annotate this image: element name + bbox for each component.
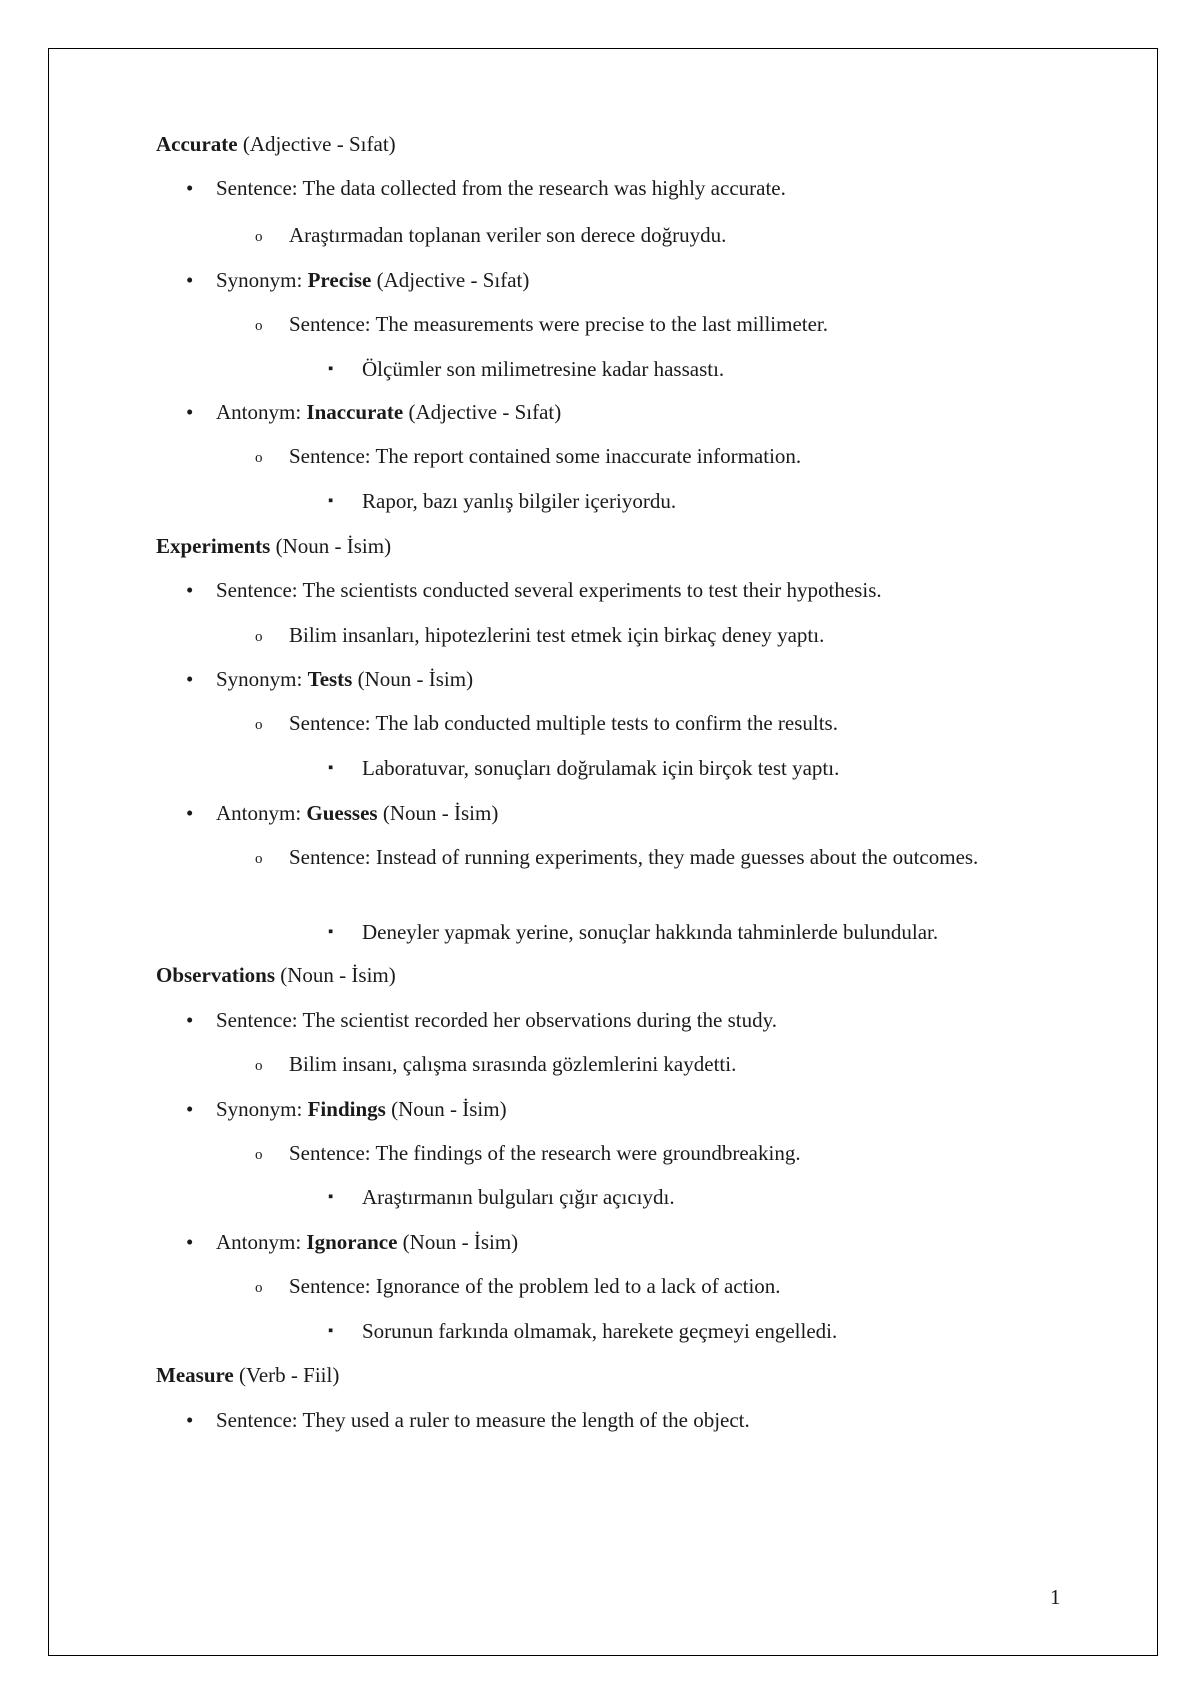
translation-text: Bilim insanı, çalışma sırasında gözlemlerini kaydetti. [289, 1052, 737, 1076]
square-bullet-icon: ▪ [328, 760, 334, 776]
square-bullet-icon: ▪ [328, 1189, 334, 1205]
antonym-translation-text: Deneyler yapmak yerine, sonuçlar hakkında tahminlerde bulundular. [362, 920, 939, 944]
antonym-word: Guesses [306, 801, 378, 825]
synonym-translation-item [328, 1182, 675, 1212]
antonym-item [186, 1227, 519, 1257]
term-pos: (Noun - İsim) [270, 534, 392, 558]
sentence-item [186, 1405, 750, 1435]
circle-bullet-icon: o [255, 1147, 263, 1163]
antonym-label: Antonym: [216, 400, 307, 424]
antonym-sentence-item [255, 842, 1066, 873]
circle-bullet-icon: o [255, 629, 263, 645]
synonym-sentence-text: Sentence: The findings of the research were groundbreaking. [289, 1141, 801, 1165]
synonym-translation-text: Laboratuvar, sonuçları doğrulamak için birçok test yaptı. [362, 756, 840, 780]
synonym-word: Tests [307, 667, 353, 691]
antonym-sentence-text: Sentence: Instead of running experiments, they made guesses about the outcomes. [289, 845, 979, 869]
antonym-translation-text: Rapor, bazı yanlış bilgiler içeriyordu. [362, 489, 677, 513]
sentence-text: The data collected from the research was highly accurate. [302, 176, 786, 200]
synonym-sentence-item [255, 309, 829, 339]
circle-bullet-icon: o [255, 318, 263, 334]
antonym-pos: (Noun - İsim) [397, 1230, 519, 1254]
antonym-item [186, 798, 499, 828]
sentence-item [186, 173, 786, 203]
synonym-word: Findings [307, 1097, 386, 1121]
sentence-item [186, 1005, 778, 1035]
circle-bullet-icon: o [255, 1058, 263, 1074]
term-word: Experiments [156, 534, 271, 558]
sentence-text: The scientist recorded her observations during the study. [302, 1008, 778, 1032]
antonym-word: Inaccurate [306, 400, 404, 424]
page-number: 1 [1050, 1585, 1061, 1609]
circle-bullet-icon: o [255, 450, 263, 466]
disc-bullet-icon: • [186, 1097, 194, 1121]
synonym-word: Precise [307, 268, 372, 292]
translation-text: Bilim insanları, hipotezlerini test etmek için birkaç deney yaptı. [289, 623, 825, 647]
antonym-sentence-text: Sentence: Ignorance of the problem led to a lack of action. [289, 1274, 781, 1298]
synonym-translation-item [328, 354, 725, 384]
term-word: Observations [156, 963, 276, 987]
antonym-label: Antonym: [216, 801, 307, 825]
disc-bullet-icon: • [186, 1008, 194, 1032]
disc-bullet-icon: • [186, 268, 194, 292]
synonym-label: Synonym: [216, 268, 308, 292]
sentence-label: Sentence: [216, 1408, 303, 1432]
disc-bullet-icon: • [186, 578, 194, 602]
translation-item [255, 1049, 737, 1079]
square-bullet-icon: ▪ [328, 493, 334, 509]
disc-bullet-icon: • [186, 801, 194, 825]
translation-text: Araştırmadan toplanan veriler son derece doğruydu. [289, 223, 727, 247]
sentence-text: They used a ruler to measure the length of the object. [302, 1408, 750, 1432]
translation-item [255, 220, 727, 250]
synonym-sentence-text: Sentence: The lab conducted multiple tests to confirm the results. [289, 711, 838, 735]
antonym-label: Antonym: [216, 1230, 307, 1254]
antonym-word: Ignorance [306, 1230, 398, 1254]
sentence-text: The scientists conducted several experiments to test their hypothesis. [302, 578, 882, 602]
sentence-label: Sentence: [216, 578, 303, 602]
circle-bullet-icon: o [255, 717, 263, 733]
synonym-sentence-item [255, 708, 838, 738]
term-heading [156, 960, 396, 990]
antonym-sentence-text: Sentence: The report contained some inaccurate information. [289, 444, 802, 468]
square-bullet-icon: ▪ [328, 924, 334, 940]
disc-bullet-icon: • [186, 1408, 194, 1432]
antonym-translation-item [328, 486, 677, 516]
antonym-item [186, 397, 562, 427]
synonym-translation-item [328, 753, 840, 783]
disc-bullet-icon: • [186, 667, 194, 691]
disc-bullet-icon: • [186, 400, 194, 424]
circle-bullet-icon: o [255, 229, 263, 245]
circle-bullet-icon: o [255, 851, 263, 867]
sentence-label: Sentence: [216, 1008, 303, 1032]
synonym-sentence-text: Sentence: The measurements were precise to the last millimeter. [289, 312, 829, 336]
term-word: Accurate [156, 132, 238, 156]
term-word: Measure [156, 1363, 234, 1387]
antonym-sentence-item [255, 441, 802, 471]
square-bullet-icon: ▪ [328, 1323, 334, 1339]
synonym-pos: (Adjective - Sıfat) [371, 268, 530, 292]
translation-item [255, 620, 825, 650]
term-pos: (Adjective - Sıfat) [237, 132, 396, 156]
sentence-item [186, 575, 882, 605]
antonym-translation-item [328, 917, 939, 947]
circle-bullet-icon: o [255, 1280, 263, 1296]
term-heading [156, 1360, 339, 1390]
antonym-sentence-item [255, 1271, 781, 1301]
antonym-pos: (Adjective - Sıfat) [403, 400, 562, 424]
synonym-label: Synonym: [216, 667, 308, 691]
synonym-pos: (Noun - İsim) [352, 667, 474, 691]
disc-bullet-icon: • [186, 176, 194, 200]
term-heading [156, 129, 396, 159]
synonym-translation-text: Araştırmanın bulguları çığır açıcıydı. [362, 1185, 675, 1209]
antonym-translation-item [328, 1316, 838, 1346]
synonym-sentence-item [255, 1138, 801, 1168]
antonym-translation-text: Sorunun farkında olmamak, harekete geçmeyi engelledi. [362, 1319, 838, 1343]
term-heading [156, 531, 391, 561]
term-pos: (Verb - Fiil) [233, 1363, 340, 1387]
disc-bullet-icon: • [186, 1230, 194, 1254]
synonym-item [186, 1094, 507, 1124]
antonym-pos: (Noun - İsim) [377, 801, 499, 825]
synonym-item [186, 664, 474, 694]
synonym-translation-text: Ölçümler son milimetresine kadar hassastı. [362, 357, 725, 381]
synonym-pos: (Noun - İsim) [385, 1097, 507, 1121]
sentence-label: Sentence: [216, 176, 303, 200]
square-bullet-icon: ▪ [328, 361, 334, 377]
synonym-item [186, 265, 530, 295]
synonym-label: Synonym: [216, 1097, 308, 1121]
term-pos: (Noun - İsim) [275, 963, 396, 987]
